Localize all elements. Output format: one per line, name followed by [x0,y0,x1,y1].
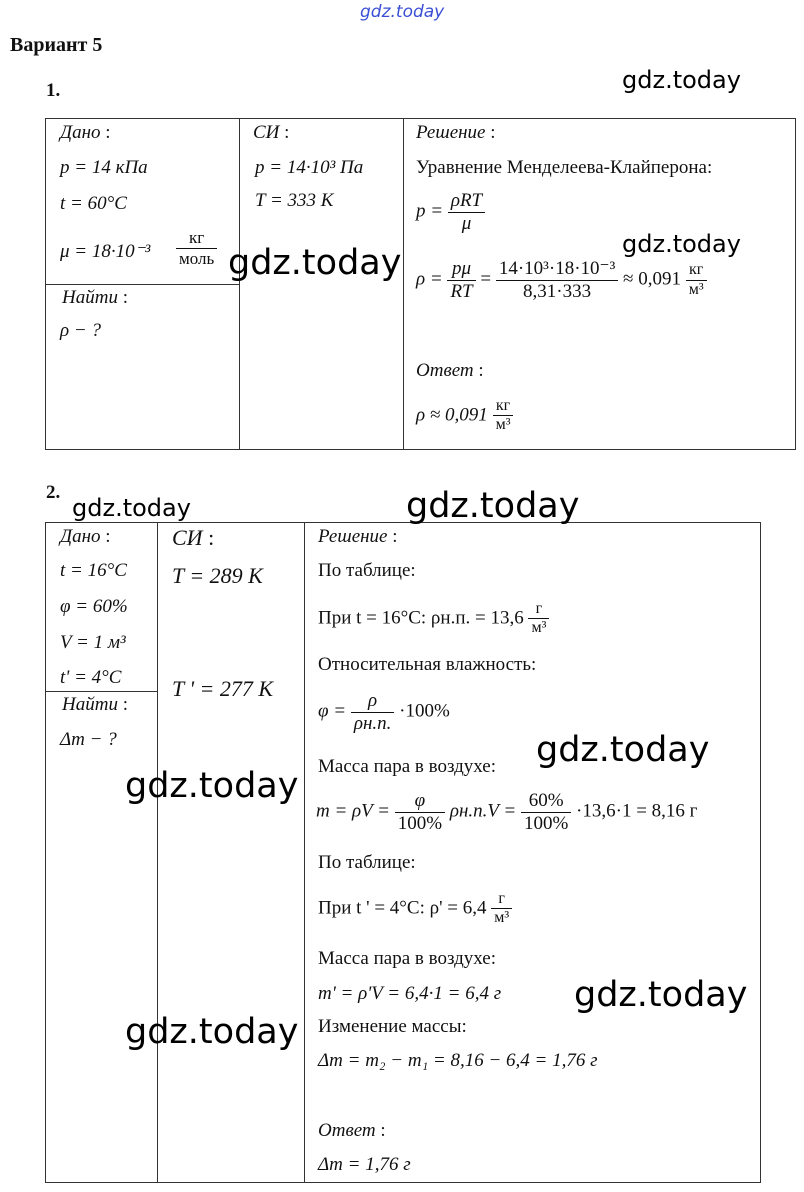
problem2-si-temperature: T = 289 К [172,563,263,588]
problem2-si-header: СИ : [172,525,215,550]
site-header[interactable]: gdz.today [360,2,445,22]
problem1-given-molar-mass: μ = 18·10⁻³ [60,241,151,262]
problem2-at-t1: При t = 16°C: ρн.п. = 13,6 $\frac{г}{\text{м³}}$ [318,600,549,638]
problem1-si-header: СИ : [253,122,290,143]
problem1-solution-header: Решение : [416,122,496,143]
variant-title: Вариант 5 [10,34,103,56]
problem2-find: Δm − ? [60,729,117,750]
problem1-answer-header: Ответ : [416,360,484,381]
watermark: gdz.today [574,975,748,1015]
problem1-given-unit: $\frac{кг}{\text{моль}}$ [176,228,217,268]
problem2-number: 2. [46,482,61,503]
problem1-find-header: Найти : [62,287,128,308]
problem2-at-t2: При t ' = 4°C: ρ' = 6,4 $\frac{г}{\text{м³}}$ [318,890,512,928]
problem2-mass2: m' = ρ'V = 6,4·1 = 6,4 г [318,983,502,1004]
problem1-si-temperature: T = 333 К [255,190,334,211]
watermark: gdz.today [622,66,741,94]
problem2-given-volume: V = 1 м³ [60,632,126,653]
watermark: gdz.today [125,1012,299,1052]
watermark: gdz.today [536,730,710,770]
problem1-answer: ρ ≈ 0,091 $\frac{кг}{\text{м³}}$ [416,397,513,435]
problem2-delta-m: Δm = m₂ − m₁ = 8,16 − 6,4 = 1,76 г [318,1050,598,1071]
problem2-rel-humidity: Относительная влажность: [318,654,537,675]
problem1-given-pressure: p = 14 кПа [60,157,148,178]
problem1-solution-intro: Уравнение Менделеева-Клайперона: [416,157,713,178]
problem1-given-temperature: t = 60°C [60,193,127,214]
problem2-given-header: Дано : [60,526,111,547]
problem2-vapor-mass2: Масса пара в воздухе: [318,948,497,969]
problem2-by-table: По таблице: [318,560,416,581]
watermark: gdz.today [125,766,299,806]
watermark: gdz.today [622,230,741,258]
watermark: gdz.today [72,494,191,522]
problem2-by-table2: По таблице: [318,852,416,873]
problem2-si-temperature2: T ' = 277 К [172,676,273,701]
problem1-number: 1. [46,80,61,101]
watermark: gdz.today [228,243,402,283]
problem2-solution-header: Решение : [318,526,398,547]
problem2-answer: Δm = 1,76 г [318,1154,411,1175]
problem2-mass-change: Изменение массы: [318,1016,467,1037]
problem2-vapor-mass: Масса пара в воздухе: [318,756,497,777]
problem1-equation-2: ρ = $\frac{p\mu}{RT}$ = $\frac{\text{14·10³·18·10⁻³}}{8,31\cdot 333}$ ≈ 0,091 $\frac{кг}{\text{м³}}$ [416,258,707,303]
problem1-si-pressure: p = 14·10³ Па [255,157,364,178]
problem2-given-humidity: φ = 60% [60,596,128,617]
problem1-given-header: Дано : [60,122,111,143]
problem2-find-header: Найти : [62,694,128,715]
watermark: gdz.today [406,486,580,526]
problem1-find: ρ − ? [60,320,101,341]
problem2-answer-header: Ответ : [318,1120,386,1141]
problem2-given-temperature2: t' = 4°C [60,667,122,688]
problem2-given-temperature: t = 16°C [60,560,127,581]
problem1-equation-1: p = $\frac{\text{ρRT}}{\mu}$ [416,190,485,235]
problem2-mass-equation: m = ρV = $\frac{\varphi}{100\%}$ ρн.п.V = $\frac{60\%}{100\%}$ ·13,6·1 = 8,16 г [316,790,698,834]
problem2-phi-equation: φ = $\frac{\rho}{\rho н.п.}$ ·100% [318,690,450,734]
